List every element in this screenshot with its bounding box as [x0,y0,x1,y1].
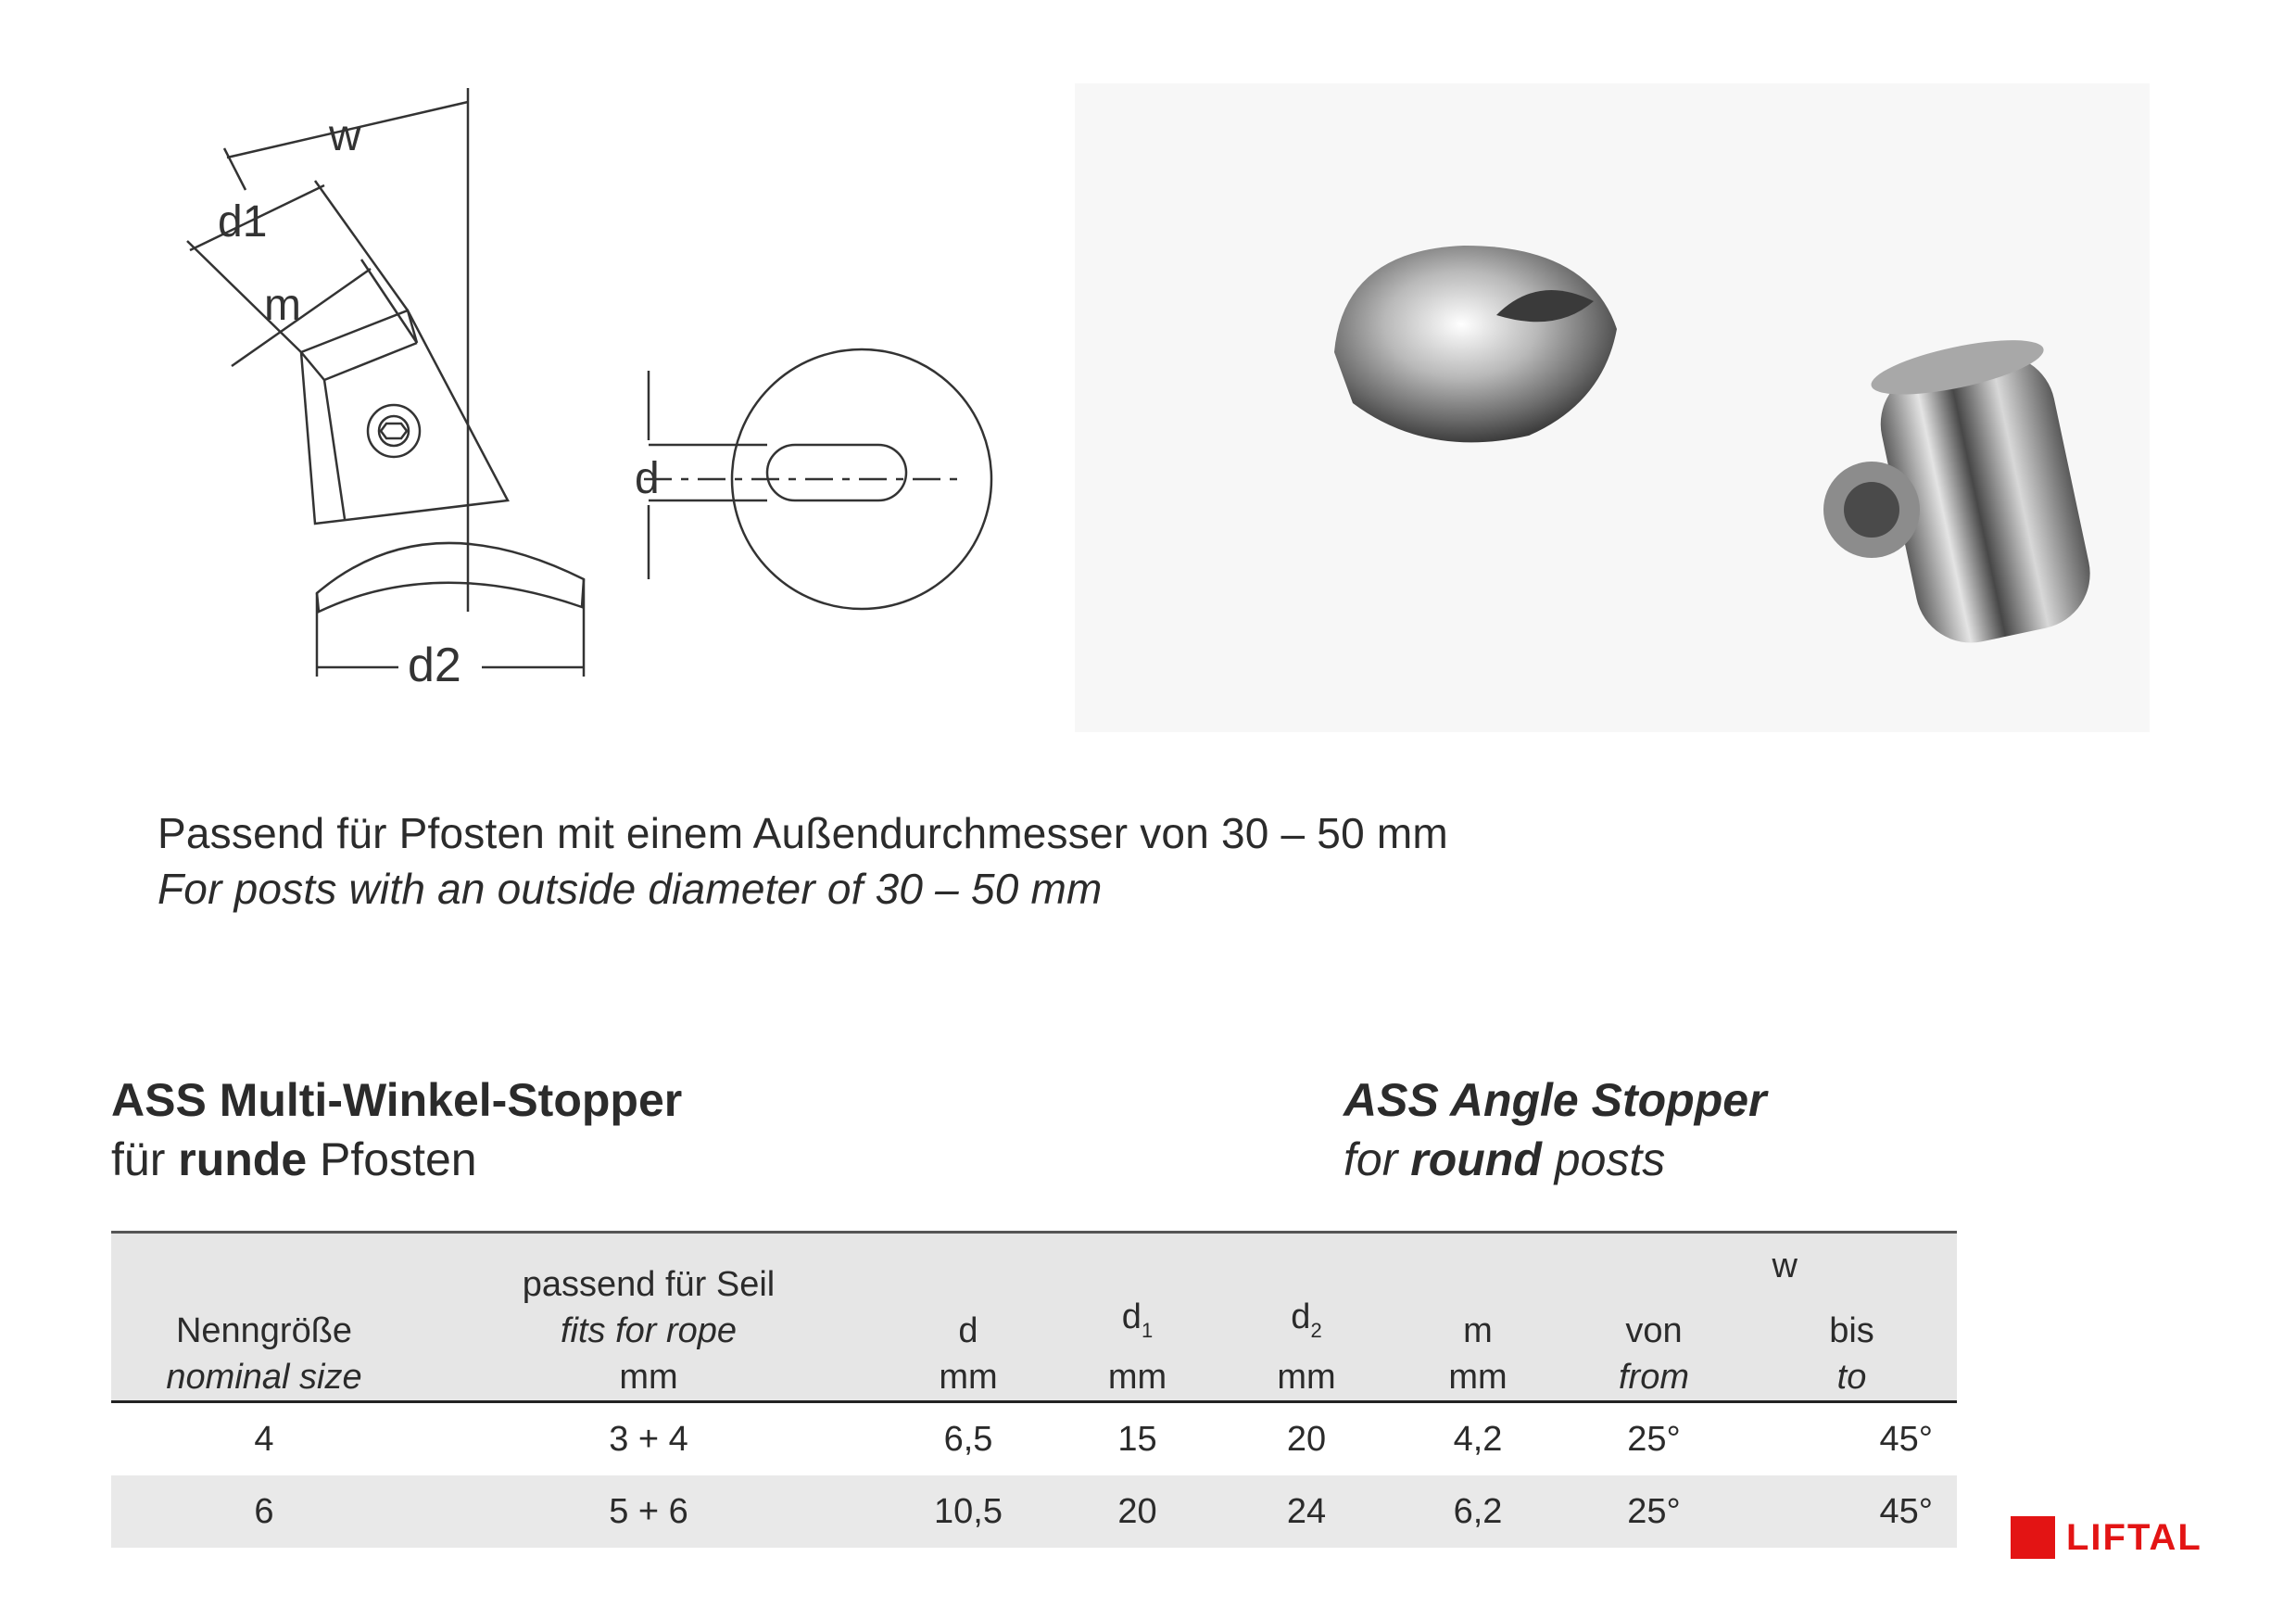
header-d2 [1218,1233,1394,1402]
header-von-de: von [1625,1311,1683,1350]
cell-d2: 20 [1286,1419,1327,1459]
header-m-unit: mm [1448,1358,1508,1397]
spec-table-grid [111,1231,1957,1548]
spec-table [111,1231,1957,1548]
header-d1-sub: 1 [1141,1319,1154,1342]
cell-rope: 5 + 6 [609,1491,688,1531]
cell-von: 25° [1627,1419,1681,1459]
header-rope-de: passend für Seil [522,1265,776,1304]
header-nominal-en: nominal size [166,1358,362,1397]
cell-von: 25° [1627,1491,1681,1531]
m-label: m [264,281,301,330]
subtitle-english-suffix: posts [1541,1133,1666,1185]
product-render [1075,83,2150,732]
header-d-symbol: d [958,1311,978,1350]
header-nominal [111,1233,417,1402]
header-d2-base: d [1291,1297,1311,1336]
cell-rope: 3 + 4 [609,1419,688,1459]
header-von [1561,1233,1798,1402]
logo-text: LIFTAL [2066,1516,2202,1558]
dimension-drawing [148,74,1038,723]
header-d1-unit: mm [1107,1358,1167,1397]
header-d2-unit: mm [1277,1358,1336,1397]
header-bis-de: bis [1829,1311,1874,1350]
description-english: For posts with an outside diameter of 30 – 50 mm [158,865,1103,913]
header-w: w [1772,1247,1798,1285]
subtitle-german-prefix: für [111,1133,179,1185]
description-german: Passend für Pfosten mit einem Außendurchmesser von 30 – 50 mm [158,809,1448,857]
title-english: ASS Angle Stopper [1344,1074,1767,1126]
header-d1-symbol [1056,1294,1218,1354]
subtitle-german [111,1133,477,1186]
header-von-en: from [1619,1358,1689,1397]
header-d1 [1056,1233,1218,1402]
cell-d1: 20 [1117,1491,1157,1531]
d-label: d [635,454,660,503]
cell-m: 4,2 [1453,1419,1503,1459]
liftal-logo [2011,1516,2202,1559]
d2-label: d2 [408,639,461,692]
table-row [111,1475,1957,1548]
cell-m: 6,2 [1453,1491,1503,1531]
logo-square-icon [2011,1516,2055,1559]
header-m [1394,1233,1561,1402]
w-label: w [329,111,361,160]
header-bis-en: to [1836,1358,1867,1397]
cell-d: 6,5 [943,1419,993,1459]
title-german: ASS Multi-Winkel-Stopper [111,1074,683,1126]
cell-d1: 15 [1117,1419,1157,1459]
cell-d: 10,5 [934,1491,1003,1531]
header-rope-en: fits for rope [560,1311,738,1350]
d1-label: d1 [218,197,268,247]
header-d-unit: mm [939,1358,998,1397]
header-d2-symbol [1218,1294,1394,1354]
header-m-symbol: m [1463,1311,1493,1350]
cell-nominal: 6 [254,1491,274,1531]
cell-d2: 24 [1286,1491,1327,1531]
subtitle-english-bold: round [1410,1133,1542,1185]
table-header [111,1233,1957,1402]
header-d1-base: d [1121,1297,1142,1336]
subtitle-english-prefix: for [1344,1133,1411,1185]
subtitle-german-bold: runde [178,1133,308,1185]
product-photo [1075,83,2150,732]
subtitle-english [1344,1133,1665,1186]
header-rope [417,1233,880,1402]
header-d2-sub: 2 [1310,1319,1322,1342]
cell-bis: 45° [1879,1419,1933,1459]
technical-drawing [148,74,1038,723]
header-nominal-de: Nenngröße [175,1311,353,1350]
cell-bis: 45° [1879,1491,1933,1531]
header-d [880,1233,1056,1402]
header-rope-unit: mm [619,1358,678,1397]
table-row [111,1402,1957,1476]
subtitle-german-suffix: Pfosten [307,1133,477,1185]
cell-nominal: 4 [254,1419,274,1459]
